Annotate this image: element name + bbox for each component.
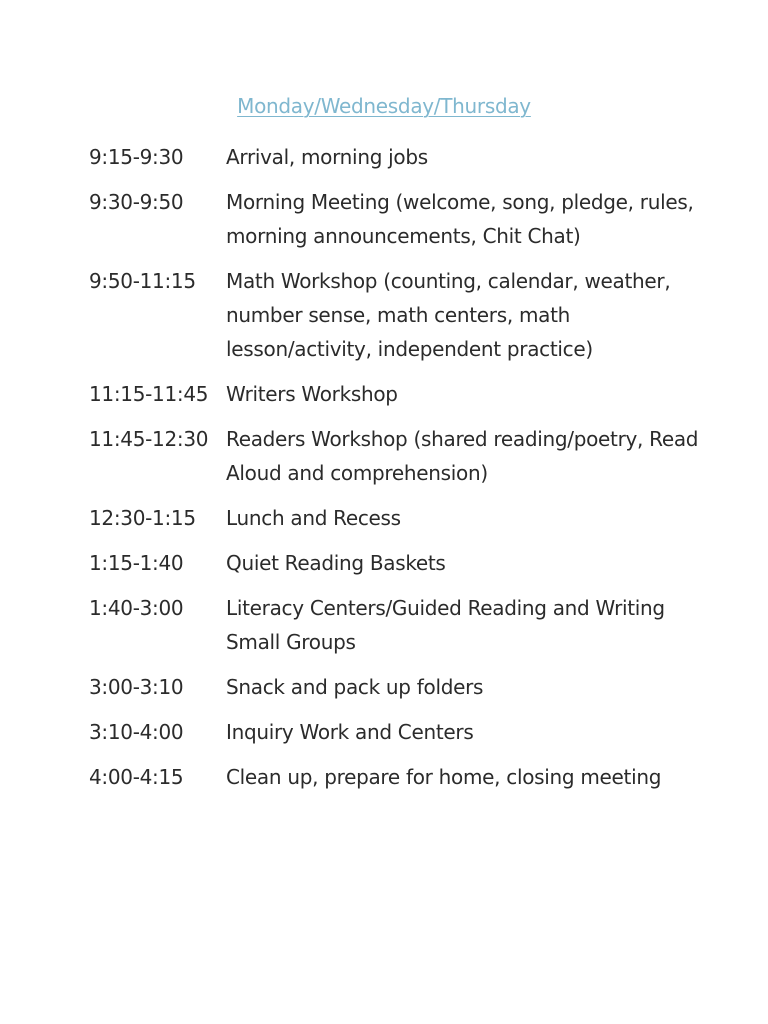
schedule-row [89, 422, 709, 490]
schedule-row [89, 546, 709, 580]
schedule-row [89, 715, 709, 749]
schedule-activity: Math Workshop (counting, calendar, weather, number sense, math centers, math lesson/activity, independent practice) [226, 269, 671, 361]
schedule-row [89, 760, 709, 794]
schedule-time: 11:45-12:30 [89, 427, 209, 451]
schedule-time: 12:30-1:15 [89, 506, 196, 530]
schedule-activity: Arrival, morning jobs [226, 145, 428, 169]
schedule-time: 1:40-3:00 [89, 596, 184, 620]
schedule-activity: Snack and pack up folders [226, 675, 484, 699]
schedule-time: 11:15-11:45 [89, 382, 209, 406]
schedule-time: 4:00-4:15 [89, 765, 184, 789]
schedule-time: 9:15-9:30 [89, 145, 184, 169]
schedule-row [89, 591, 709, 659]
schedule-row [89, 670, 709, 704]
schedule-row [89, 185, 709, 253]
schedule-activity: Morning Meeting (welcome, song, pledge, rules, morning announcements, Chit Chat) [226, 190, 694, 248]
schedule-activity: Readers Workshop (shared reading/poetry, Read Aloud and comprehension) [226, 427, 699, 485]
schedule-row [89, 140, 709, 174]
schedule-row [89, 501, 709, 535]
schedule-activity: Lunch and Recess [226, 506, 401, 530]
schedule-list [89, 140, 709, 805]
schedule-activity: Quiet Reading Baskets [226, 551, 446, 575]
schedule-time: 3:00-3:10 [89, 675, 184, 699]
schedule-activity: Inquiry Work and Centers [226, 720, 474, 744]
schedule-row [89, 377, 709, 411]
schedule-time: 1:15-1:40 [89, 551, 184, 575]
schedule-time: 3:10-4:00 [89, 720, 184, 744]
schedule-time: 9:30-9:50 [89, 190, 184, 214]
schedule-activity: Writers Workshop [226, 382, 398, 406]
schedule-activity: Literacy Centers/Guided Reading and Writing Small Groups [226, 596, 665, 654]
page-title: Monday/Wednesday/Thursday [237, 94, 531, 118]
schedule-time: 9:50-11:15 [89, 269, 196, 293]
schedule-row [89, 264, 709, 366]
schedule-activity: Clean up, prepare for home, closing meeting [226, 765, 662, 789]
